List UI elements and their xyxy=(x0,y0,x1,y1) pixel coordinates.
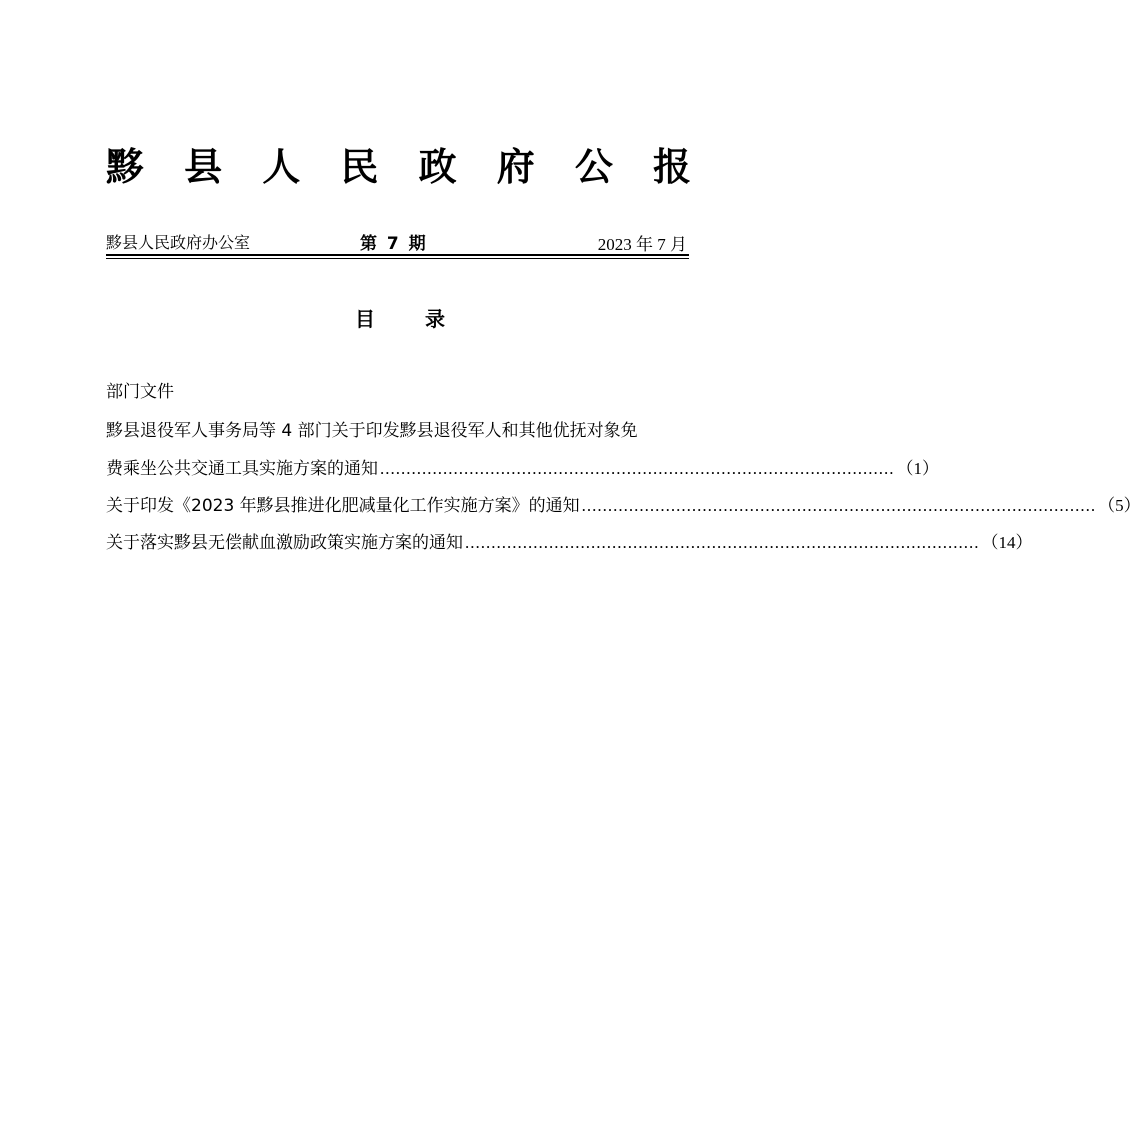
title-char: 县 xyxy=(184,144,223,189)
leader-dots: .................................................................................................. xyxy=(581,496,1097,515)
masthead-rule-thick xyxy=(106,254,689,256)
title-char: 报 xyxy=(652,144,691,189)
toc-item-1-line2[interactable] xyxy=(106,450,939,487)
title-char: 政 xyxy=(418,144,457,189)
title-char: 民 xyxy=(340,144,379,189)
toc-heading-char: 录 xyxy=(425,307,445,331)
leader-dots: .................................................................................................. xyxy=(465,533,980,552)
title-char: 公 xyxy=(574,144,613,189)
leader-dots: .................................................................................................. xyxy=(380,459,895,478)
issue-date: 2023 年 7 月 xyxy=(597,235,687,254)
masthead-info xyxy=(106,228,689,254)
toc-item-page: （14） xyxy=(981,533,1033,552)
title-char: 黟 xyxy=(106,144,145,189)
toc-section-title: 部门文件 xyxy=(106,382,174,402)
toc-item-2[interactable] xyxy=(106,487,1141,524)
toc-item-title[interactable]: 黟县退役军人事务局等 4 部门关于印发黟县退役军人和其他优抚对象免 xyxy=(106,421,638,441)
toc-item-3[interactable] xyxy=(106,524,1033,561)
toc-list xyxy=(106,413,1141,561)
toc-heading-char: 目 xyxy=(355,307,375,331)
toc-item-title-cont[interactable]: 费乘坐公共交通工具实施方案的通知 xyxy=(106,459,378,479)
masthead-rule-thin xyxy=(106,258,689,259)
issue-number: 第 7 期 xyxy=(360,234,426,254)
toc-item-title[interactable]: 关于印发《2023 年黟县推进化肥减量化工作实施方案》的通知 xyxy=(106,496,580,516)
title-char: 人 xyxy=(262,144,301,189)
toc-item-page: （5） xyxy=(1098,496,1141,515)
title-char: 府 xyxy=(496,144,535,189)
toc-item-title[interactable]: 关于落实黟县无偿献血激励政策实施方案的通知 xyxy=(106,533,463,553)
toc-item-page: （1） xyxy=(896,459,939,478)
toc-item-1-line1[interactable] xyxy=(106,413,689,450)
publication-title xyxy=(106,140,691,194)
publisher: 黟县人民政府办公室 xyxy=(106,233,251,252)
toc-heading xyxy=(355,303,445,333)
